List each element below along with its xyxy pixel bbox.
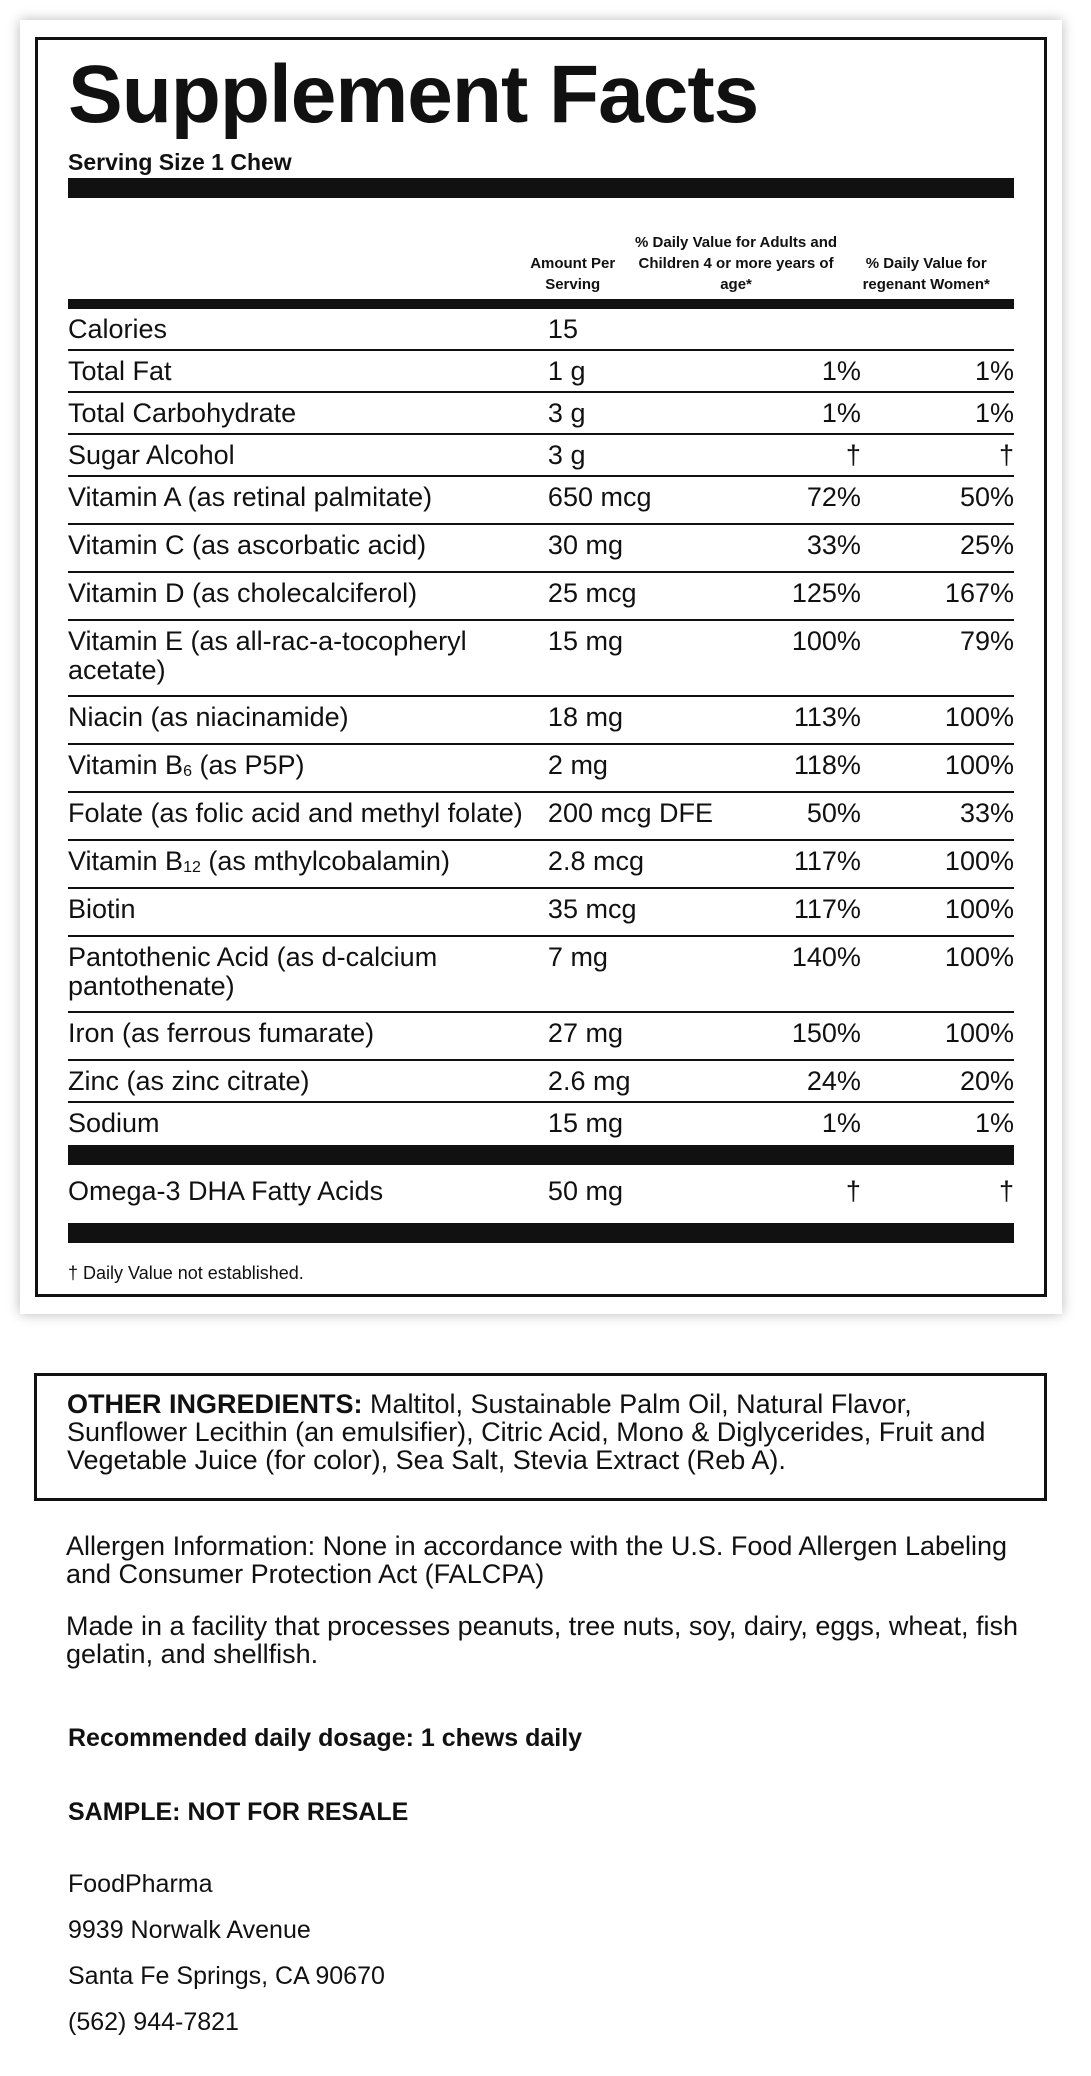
nutrient-amount: 18 mg <box>547 702 623 732</box>
manufacturer-phone: (562) 944-7821 <box>68 2008 239 2036</box>
nutrient-name-part: (as P5P) <box>191 750 305 780</box>
nutrient-name: Vitamin C (as ascorbatic acid) <box>68 530 427 560</box>
table-row <box>68 621 1014 697</box>
nutrient-name: Calories <box>68 314 168 344</box>
nutrient-dv-adults: 125% <box>791 578 861 608</box>
nutrient-amount: 2 mg <box>547 750 608 780</box>
nutrient-dv-adults: 1% <box>821 398 861 428</box>
header-dv-pregnant: % Daily Value for regenant Women* <box>862 255 990 293</box>
nutrient-dv-pregnant: 167% <box>944 578 1014 608</box>
nutrient-dv-adults: 72% <box>806 482 861 512</box>
nutrient-name: Sodium <box>68 1108 160 1138</box>
table-row <box>68 1013 1014 1061</box>
nutrient-dv-adults: 1% <box>821 356 861 386</box>
facts-title: Supplement Facts <box>68 49 759 140</box>
nutrient-dv-pregnant: 100% <box>944 846 1014 876</box>
divider-mid <box>68 299 1014 309</box>
nutrient-dv-adults: 1% <box>821 1108 861 1138</box>
table-row <box>68 477 1014 525</box>
table-row <box>68 525 1014 573</box>
divider-thick <box>68 1145 1014 1165</box>
table-row <box>68 793 1014 841</box>
manufacturer-city: Santa Fe Springs, CA 90670 <box>68 1962 385 1990</box>
table-row <box>68 351 1014 393</box>
nutrient-name: Biotin <box>68 894 136 924</box>
nutrient-dv-adults: 33% <box>806 530 861 560</box>
nutrient-dv-pregnant: 1% <box>974 398 1014 428</box>
header-dv-adults: % Daily Value for Adults and Children 4 or more years of age* <box>635 234 838 293</box>
other-ingredients-text: Maltitol, Sustainable Palm Oil, Natural Flavor, Sunflower Lecithin (an emulsifier), Citric Acid, Mono & Diglycerides, Fruit and Vegetable Juice (for color), Sea Salt, Stevia Extract (Reb A). <box>67 1389 986 1475</box>
nutrient-amount: 7 mg <box>547 942 608 972</box>
table-row <box>68 697 1014 745</box>
nutrient-amount: 50 mg <box>547 1176 623 1206</box>
nutrient-amount: 3 g <box>547 440 586 470</box>
table-row <box>68 393 1014 435</box>
nutrient-name-subscript: 12 <box>183 859 201 876</box>
table-row <box>68 1061 1014 1103</box>
nutrient-name: Pantothenic Acid (as d-calcium pantothenate) <box>68 942 438 1001</box>
other-ingredients-box <box>34 1373 1047 1501</box>
nutrient-dv-pregnant: 25% <box>959 530 1014 560</box>
nutrient-dv-adults: † <box>845 1176 861 1206</box>
nutrient-amount: 3 g <box>547 398 586 428</box>
nutrient-dv-adults <box>739 315 861 344</box>
nutrient-dv-pregnant: 33% <box>959 798 1014 828</box>
nutrient-dv-adults: 24% <box>806 1066 861 1096</box>
nutrient-name-subscript: 6 <box>183 763 192 780</box>
nutrient-amount: 15 mg <box>547 626 623 656</box>
other-ingredients-label: OTHER INGREDIENTS: <box>67 1389 363 1419</box>
table-row <box>68 309 1014 351</box>
nutrient-amount: 2.8 mcg <box>547 846 644 876</box>
nutrient-name-part: Vitamin B <box>68 750 184 780</box>
nutrient-dv-pregnant <box>861 315 1014 344</box>
nutrient-dv-pregnant: 100% <box>944 942 1014 972</box>
nutrient-dv-adults: 150% <box>791 1018 861 1048</box>
table-row <box>68 889 1014 937</box>
nutrient-dv-pregnant: 100% <box>944 894 1014 924</box>
nutrient-name <box>68 847 548 882</box>
nutrient-amount: 30 mg <box>547 530 623 560</box>
column-headers <box>68 198 1014 299</box>
table-row <box>68 841 1014 889</box>
table-row <box>68 435 1014 477</box>
nutrient-dv-adults: 100% <box>791 626 861 656</box>
nutrient-amount: 35 mcg <box>547 894 637 924</box>
nutrient-name: Total Carbohydrate <box>68 398 297 428</box>
nutrient-name <box>68 751 548 786</box>
table-row <box>68 937 1014 1013</box>
nutrient-amount: 15 mg <box>547 1108 623 1138</box>
nutrient-amount: 650 mcg <box>547 482 652 512</box>
nutrient-amount: 27 mg <box>547 1018 623 1048</box>
supplement-facts-panel <box>20 20 1062 1314</box>
nutrient-amount: 2.6 mg <box>547 1066 631 1096</box>
table-row <box>68 573 1014 621</box>
header-amount: Amount Per Serving <box>530 255 616 293</box>
footnote: † Daily Value not established. <box>68 1263 304 1283</box>
nutrient-name: Total Fat <box>68 356 172 386</box>
nutrient-name: Omega-3 DHA Fatty Acids <box>68 1176 384 1206</box>
table-row <box>68 745 1014 793</box>
sample-notice: SAMPLE: NOT FOR RESALE <box>68 1798 409 1826</box>
nutrient-dv-pregnant: † <box>998 1176 1014 1206</box>
nutrient-amount: 200 mcg DFE <box>547 798 713 828</box>
nutrient-dv-adults: 113% <box>793 702 861 732</box>
nutrient-dv-pregnant: 20% <box>959 1066 1014 1096</box>
divider-thick <box>68 178 1014 198</box>
divider-thick <box>68 1223 1014 1243</box>
nutrient-name: Folate (as folic acid and methyl folate) <box>68 798 523 828</box>
manufacturer-name: FoodPharma <box>68 1870 213 1898</box>
nutrient-amount: 25 mcg <box>547 578 637 608</box>
nutrient-dv-adults: 117% <box>793 846 861 876</box>
facility-information: Made in a facility that processes peanuts, tree nuts, soy, dairy, eggs, wheat, fish gelatin, and shellfish. <box>66 1611 1018 1669</box>
nutrient-dv-pregnant: 79% <box>959 626 1014 656</box>
supplement-facts-box <box>35 37 1047 1297</box>
nutrient-amount: 15 <box>547 314 578 344</box>
nutrient-dv-adults: 117% <box>793 894 861 924</box>
nutrient-amount: 1 g <box>547 356 586 386</box>
nutrient-dv-pregnant: 1% <box>974 356 1014 386</box>
nutrient-dv-pregnant: 1% <box>974 1108 1014 1138</box>
nutrient-dv-adults: † <box>845 440 861 470</box>
dosage-recommendation: Recommended daily dosage: 1 chews daily <box>68 1724 583 1752</box>
nutrient-dv-pregnant: † <box>998 440 1014 470</box>
nutrient-dv-adults: 140% <box>791 942 861 972</box>
nutrient-name: Niacin (as niacinamide) <box>68 702 349 732</box>
nutrient-name: Iron (as ferrous fumarate) <box>68 1018 375 1048</box>
nutrient-name: Vitamin E (as all-rac-a-tocopheryl acetate) <box>68 626 467 685</box>
nutrient-name: Vitamin A (as retinal palmitate) <box>68 482 433 512</box>
nutrient-dv-adults: 118% <box>793 750 861 780</box>
nutrient-dv-adults: 50% <box>806 798 861 828</box>
table-row-omega <box>68 1165 1014 1223</box>
manufacturer-street: 9939 Norwalk Avenue <box>68 1916 311 1944</box>
nutrient-dv-pregnant: 100% <box>944 702 1014 732</box>
nutrient-dv-pregnant: 100% <box>944 1018 1014 1048</box>
nutrient-dv-pregnant: 50% <box>959 482 1014 512</box>
serving-size: Serving Size 1 Chew <box>68 149 292 175</box>
allergen-information: Allergen Information: None in accordance with the U.S. Food Allergen Labeling and Consumer Protection Act (FALCPA) <box>66 1531 1008 1589</box>
nutrient-name-part: (as mthylcobalamin) <box>200 846 450 876</box>
nutrient-name: Sugar Alcohol <box>68 440 235 470</box>
table-row <box>68 1103 1014 1145</box>
nutrient-name: Zinc (as zinc citrate) <box>68 1066 310 1096</box>
nutrient-dv-pregnant: 100% <box>944 750 1014 780</box>
nutrient-name-part: Vitamin B <box>68 846 184 876</box>
nutrient-name: Vitamin D (as cholecalciferol) <box>68 578 418 608</box>
